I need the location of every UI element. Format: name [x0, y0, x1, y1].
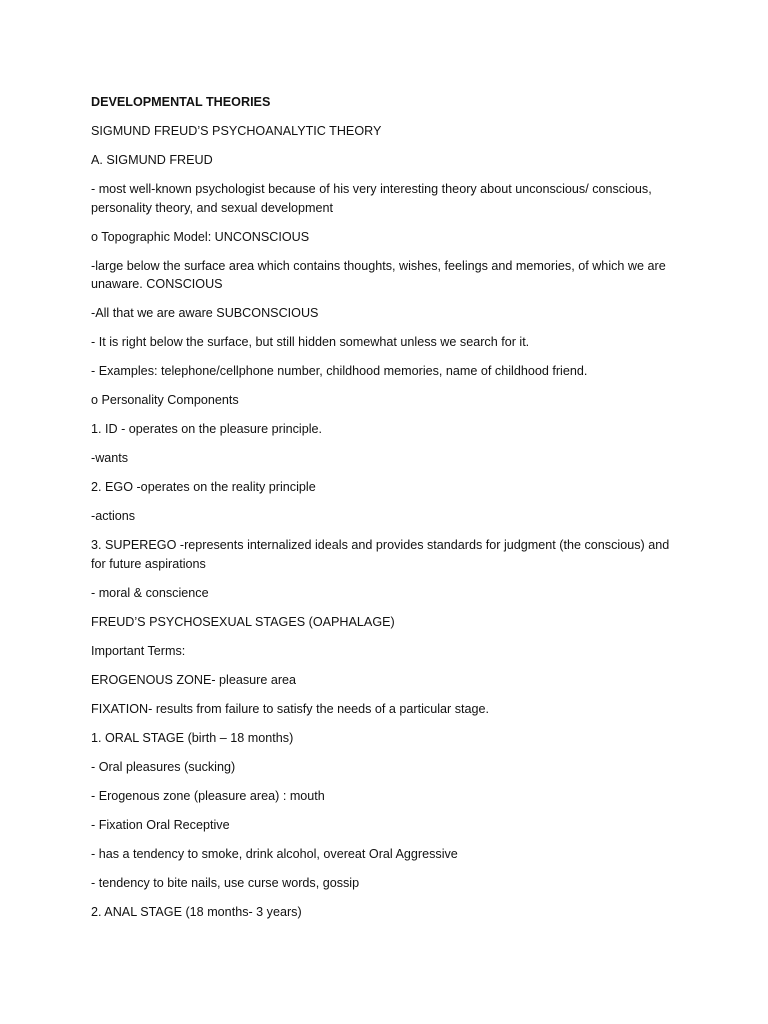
paragraph: -All that we are aware SUBCONSCIOUS: [91, 306, 319, 320]
paragraph: o Personality Components: [91, 393, 239, 407]
paragraph: -wants: [91, 451, 129, 465]
paragraph: - Oral pleasures (sucking): [91, 759, 236, 774]
document-body: [91, 93, 681, 932]
paragraph: 3. SUPEREGO -represents internalized ideals and provides standards for judgment (the conscious) and for future aspirations: [91, 538, 670, 571]
paragraph: FIXATION- results from failure to satisfy the needs of a particular stage.: [91, 701, 490, 716]
paragraph: - tendency to bite nails, use curse words, gossip: [91, 875, 360, 890]
paragraph: - most well-known psychologist because of his very interesting theory about unconscious/ conscious, personality theory, and sexual development: [91, 182, 652, 215]
paragraph: 1. ID - operates on the pleasure principle.: [91, 422, 323, 436]
paragraph: - Examples: telephone/cellphone number, childhood memories, name of childhood friend.: [91, 364, 588, 378]
subsection-heading: A. SIGMUND FREUD: [91, 153, 213, 167]
paragraph: 1. ORAL STAGE (birth – 18 months): [91, 730, 294, 745]
paragraph: - It is right below the surface, but still hidden somewhat unless we search for it.: [91, 335, 530, 349]
paragraph: o Topographic Model: UNCONSCIOUS: [91, 229, 310, 244]
paragraph: - Erogenous zone (pleasure area) : mouth: [91, 788, 325, 803]
document-title: DEVELOPMENTAL THEORIES: [91, 95, 271, 109]
paragraph: -actions: [91, 509, 136, 523]
paragraph: - Fixation Oral Receptive: [91, 817, 230, 832]
paragraph: EROGENOUS ZONE- pleasure area: [91, 672, 297, 687]
paragraph: - has a tendency to smoke, drink alcohol, overeat Oral Aggressive: [91, 846, 458, 861]
paragraph: Important Terms:: [91, 643, 186, 658]
paragraph: 2. EGO -operates on the reality principle: [91, 480, 316, 494]
section-heading: SIGMUND FREUD’S PSYCHOANALYTIC THEORY: [91, 124, 382, 138]
section-heading: FREUD’S PSYCHOSEXUAL STAGES (OAPHALAGE): [91, 614, 395, 629]
paragraph: -large below the surface area which contains thoughts, wishes, feelings and memories, of which we are unaware. CONSCIOUS: [91, 258, 666, 291]
paragraph: 2. ANAL STAGE (18 months- 3 years): [91, 904, 302, 919]
paragraph: - moral & conscience: [91, 585, 209, 600]
